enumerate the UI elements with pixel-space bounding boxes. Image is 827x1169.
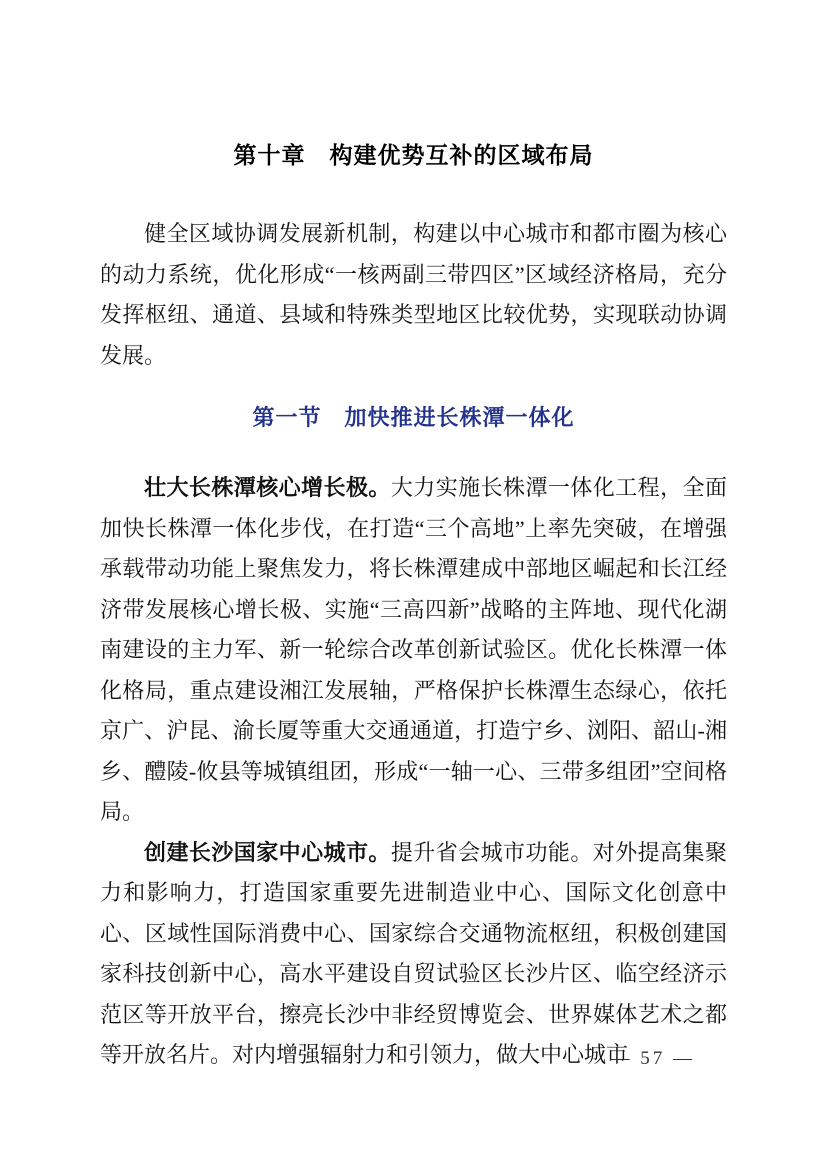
page-content (100, 0, 727, 1076)
paragraph-changsha-city-text: 提升省会城市功能。对外提高集聚力和影响力，打造国家重要先进制造业中心、国际文化创意中心、区域性国际消费中心、国家综合交通物流枢纽，积极创建国家科技创新中心，高水平建设自贸试验区长沙片区、临空经济示范区等开放平台，擦亮长沙中非经贸博览会、世界媒体艺术之都等开放名片。对内增强辐射力和引领力，做大中心城市 (100, 839, 727, 1067)
page-number: — 57 — (610, 1048, 695, 1069)
paragraph-growth-pole-text: 大力实施长株潭一体化工程，全面加快长株潭一体化步伐，在打造“三个高地”上率先突破，在增强承载带动功能上聚焦发力，将长株潭建成中部地区崛起和长江经济带发展核心增长极、实施“三高四新”战略的主阵地、现代化湖南建设的主力军、新一轮综合改革创新试验区。优化长株潭一体化格局，重点建设湘江发展轴，严格保护长株潭生态绿心，依托京广、沪昆、渝长厦等重大交通通道，打造宁乡、浏阳、韶山-湘乡、醴陵-攸县等城镇组团，形成“一轴一心、三带多组团”空间格局。 (100, 475, 727, 824)
intro-paragraph: 健全区域协调发展新机制，构建以中心城市和都市圈为核心的动力系统，优化形成“一核两副三带四区”区域经济格局，充分发挥枢纽、通道、县域和特殊类型地区比较优势，实现联动协调发展。 (100, 221, 727, 368)
paragraph-growth-pole-lead: 壮大长株潭核心增长极。 (144, 475, 391, 500)
section-title: 第一节 加快推进长株潭一体化 (252, 405, 575, 430)
paragraph-changsha-city (100, 833, 727, 1076)
chapter-title: 第十章 构建优势互补的区域布局 (233, 142, 594, 168)
paragraph-growth-pole (100, 468, 727, 833)
paragraph-changsha-city-lead: 创建长沙国家中心城市。 (144, 839, 391, 865)
